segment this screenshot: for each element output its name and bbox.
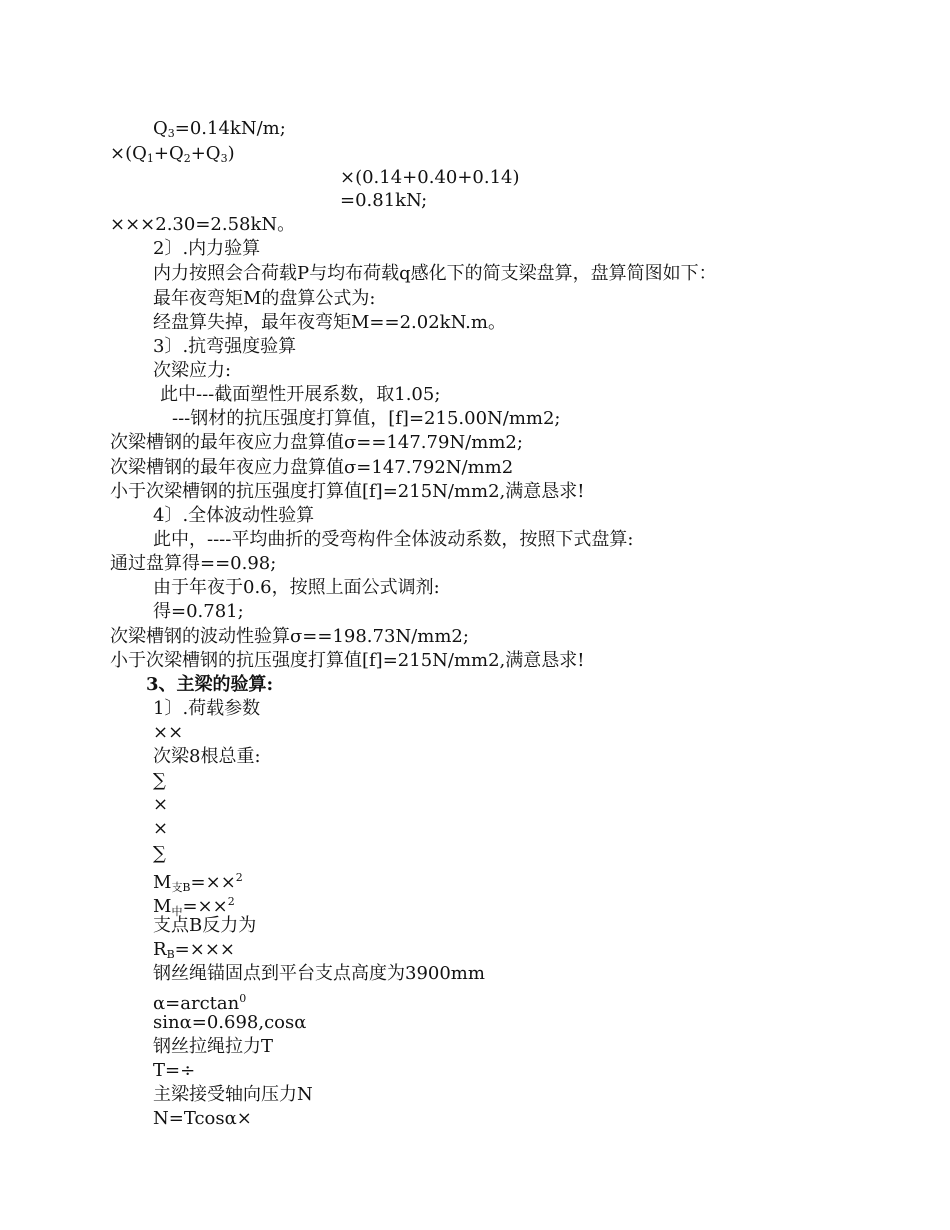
text-line: T=÷: [153, 1060, 196, 1081]
section-heading: 1〕.荷载参数: [153, 698, 261, 719]
text-line: 钢丝拉绳拉力T: [153, 1036, 274, 1057]
section-heading: 4〕.全体波动性验算: [153, 505, 315, 526]
text-line: ∑: [153, 843, 166, 864]
text-line: 内力按照会合荷载P与均布荷载q感化下的简支梁盘算，盘算简图如下：: [153, 263, 717, 284]
text-line: ××: [153, 722, 184, 743]
text-line: ---钢材的抗压强度打算值，[f]=215.00N/mm2;: [172, 408, 561, 429]
section-heading: 2〕.内力验算: [153, 238, 261, 259]
text-line: 次梁槽钢的最年夜应力盘算值σ==147.79N/mm2;: [110, 432, 523, 453]
text-line: 经盘算失掉，最年夜弯矩M==2.02kN.m。: [153, 312, 506, 333]
text-line: $M_中=\times\times^2$: [153, 895, 235, 918]
text-line: ×(0.14+0.40+0.14): [340, 167, 520, 188]
text-line: 支点B反力为: [153, 915, 257, 936]
text-line: 最年夜弯矩M的盘算公式为:: [153, 288, 376, 309]
text-line: =0.81kN;: [340, 190, 428, 211]
section-heading: 3〕.抗弯强度验算: [153, 336, 297, 357]
text-line: 此中，----平均曲折的受弯构件全体波动系数，按照下式盘算:: [153, 529, 634, 550]
text-line: sinα=0.698,cosα: [153, 1012, 307, 1033]
text-line: 次梁槽钢的最年夜应力盘算值σ=147.792N/mm2: [110, 457, 514, 478]
text-line: 主梁接受轴向压力N: [153, 1084, 313, 1105]
text-line: $R_B=\times\times\times$: [153, 939, 235, 961]
text-line: 得=0.781;: [153, 601, 244, 622]
text-line: 次梁8根总重:: [153, 746, 261, 767]
text-line: 次梁应力:: [153, 360, 232, 381]
text-line: ×××2.30=2.58kN。: [110, 214, 296, 235]
text-line: ∑: [153, 770, 166, 791]
text-line: 次梁槽钢的波动性验算σ==198.73N/mm2;: [110, 626, 469, 647]
text-line: 由于年夜于0.6，按照上面公式调剂:: [153, 577, 440, 598]
text-line: $M_{支B}=\times\times^2$: [153, 871, 243, 894]
text-line: $Q_3=0.14kN/m$;: [153, 118, 286, 140]
text-line: 小于次梁槽钢的抗压强度打算值[f]=215N/mm2,满意恳求!: [110, 650, 585, 671]
text-line: 通过盘算得==0.98;: [110, 553, 277, 574]
text-line: $\times(Q_1+Q_2+Q_3)$: [110, 143, 235, 165]
text-line: 钢丝绳锚固点到平台支点高度为3900mm: [153, 963, 485, 984]
text-line: $\alpha=\arctan^0$: [153, 992, 247, 1014]
main-heading: 3、主梁的验算:: [146, 674, 274, 695]
text-line: ×: [153, 794, 169, 815]
text-line: 此中---截面塑性开展系数，取1.05;: [160, 384, 441, 405]
text-line: 小于次梁槽钢的抗压强度打算值[f]=215N/mm2,满意恳求!: [110, 481, 585, 502]
text-line: ×: [153, 818, 169, 839]
text-line: N=Tcosα×: [153, 1108, 252, 1129]
